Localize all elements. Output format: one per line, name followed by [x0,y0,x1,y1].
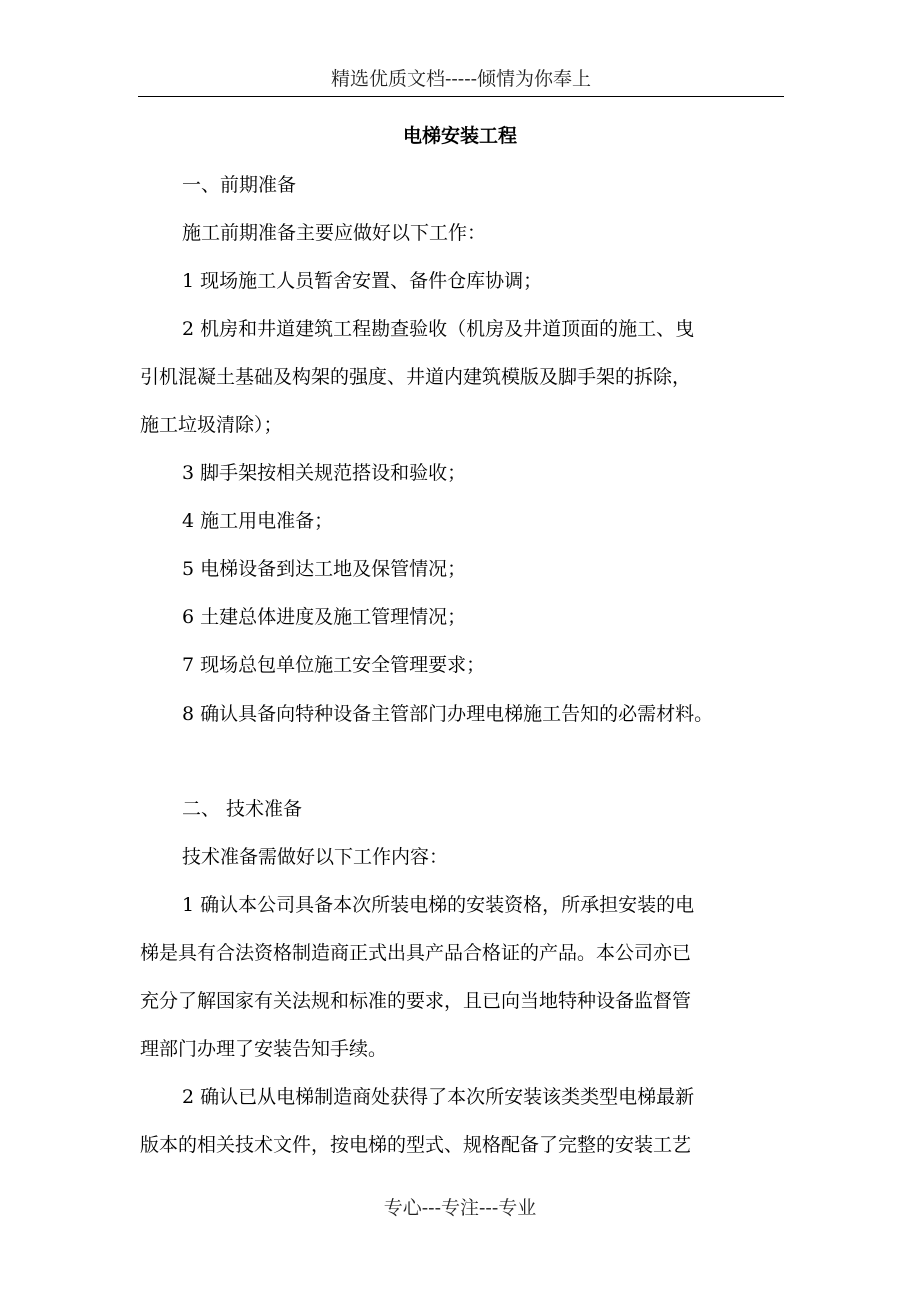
paragraph-line: 梯是具有合法资格制造商正式出具产品合格证的产品。本公司亦已 [140,942,692,964]
list-item: 8 确认具备向特种设备主管部门办理电梯施工告知的必需材料。 [182,703,714,725]
paragraph-line: 技术准备需做好以下工作内容： [182,846,449,868]
paragraph-line: 施工前期准备主要应做好以下工作： [182,222,487,244]
paragraph-line: 理部门办理了安装告知手续。 [140,1038,388,1060]
list-item: 6 土建总体进度及施工管理情况； [182,606,467,628]
page-footer: 专心---专注---专业 [383,1197,537,1219]
list-item: 1 确认本公司具备本次所装电梯的安装资格，所承担安装的电 [182,894,695,916]
list-item: 2 确认已从电梯制造商处获得了本次所安装该类类型电梯最新 [182,1086,695,1108]
paragraph-line: 版本的相关技术文件，按电梯的型式、规格配备了完整的安装工艺 [140,1134,692,1156]
section-heading-technical: 二、 技术准备 [182,798,303,820]
page-header: 精选优质文档-----倾情为你奉上 [138,62,784,97]
document-title: 电梯安装工程 [402,125,517,147]
list-item: 7 现场总包单位施工安全管理要求； [182,654,486,676]
list-item: 4 施工用电准备； [182,510,334,532]
section-heading-preparation: 一、前期准备 [182,174,297,196]
list-item: 3 脚手架按相关规范搭设和验收； [182,462,467,484]
paragraph-line: 施工垃圾清除）； [140,414,283,436]
list-item: 5 电梯设备到达工地及保管情况； [182,558,467,580]
paragraph-line: 充分了解国家有关法规和标准的要求，且已向当地特种设备监督管 [140,990,692,1012]
list-item: 2 机房和井道建筑工程勘查验收（机房及井道顶面的施工、曳 [182,318,695,340]
paragraph-line: 引机混凝土基础及构架的强度、井道内建筑模版及脚手架的拆除， [140,366,692,388]
list-item: 1 现场施工人员暂舍安置、备件仓库协调； [182,270,543,292]
